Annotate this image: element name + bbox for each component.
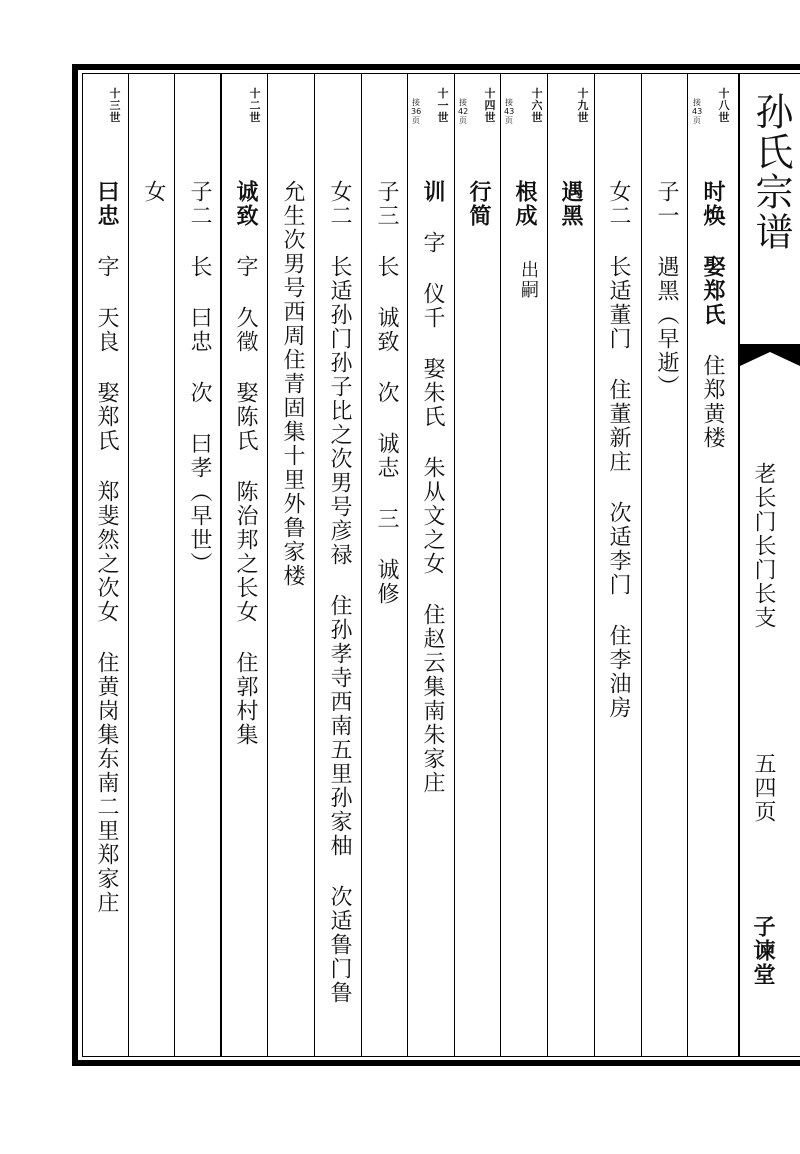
entry-text: 子一 遇黑（早逝） [654, 180, 679, 399]
fishtail-mark [740, 344, 800, 366]
entry-text: 诚致 字 久徵 娶陈氏 陈治邦之长女 住郭村集 [233, 180, 258, 747]
entry-text: 训 字 仪千 娶朱氏 朱从文之女 住赵云集南朱家庄 [420, 180, 445, 795]
generation-label: 十 二 世 [249, 87, 261, 124]
person-name: 曰忠 [94, 180, 119, 228]
column-divider [500, 74, 501, 1056]
entry-text: 子三 长 诚致 次 诚志 三 诚修 [374, 180, 399, 606]
entry-text: 时焕 娶郑氏 住郑黄楼 [700, 180, 725, 450]
person-name: 诚致 [233, 180, 258, 228]
branch-label: 老长门长门长支 [751, 462, 776, 630]
column-divider [594, 74, 595, 1056]
page-reference: 接 42 页 [458, 98, 469, 125]
person-name: 行简 [466, 180, 491, 228]
entry-text [556, 180, 584, 228]
entry-text: 女二 长适孙门孙子比之次男号彦禄 住孙孝寺西南五里孙家柚 次适鲁门鲁 [327, 180, 352, 1005]
person-name: 遇黑 [558, 180, 583, 228]
entry-text [464, 180, 492, 228]
column-divider [267, 74, 268, 1056]
entry-text: 子二 长 曰忠 次 曰孝（早世） [187, 180, 212, 576]
column-divider [174, 74, 175, 1056]
entry-text: 曰忠 字 天良 娶郑氏 郑斐然之次女 住黄岗集东南二里郑家庄 [94, 180, 119, 915]
entry-text: 女 [141, 180, 166, 204]
generation-label: 十 三 世 [109, 87, 121, 124]
column-divider [547, 74, 548, 1056]
column-divider [220, 74, 222, 1056]
column-divider [641, 74, 642, 1056]
column-divider [454, 74, 455, 1056]
page-title: 孙氏宗谱 [749, 92, 793, 252]
page-number: 五四页 [751, 752, 776, 824]
page-reference: 接 36 页 [411, 98, 422, 125]
page-reference: 接 43 页 [692, 98, 703, 125]
column-divider [314, 74, 315, 1056]
person-name: 时焕 [700, 180, 725, 228]
adoption-note: 出嗣 [518, 260, 539, 300]
person-name: 根成 [512, 180, 537, 228]
entry-text [510, 180, 538, 228]
generation-label: 十 四 世 [484, 87, 496, 124]
entry-text: 允生次男号西周住青固集十里外鲁家楼 [280, 180, 305, 588]
column-divider [361, 74, 362, 1056]
hall-name: 子谏堂 [750, 915, 776, 987]
entry-text: 女二 长适董门 住董新庄 次适李门 住李油房 [606, 180, 631, 720]
generation-label: 十 六 世 [531, 87, 543, 124]
generation-label: 十 八 世 [718, 87, 730, 124]
column-divider [128, 74, 129, 1056]
person-name: 训 [420, 180, 445, 204]
column-divider [687, 74, 688, 1056]
page-reference: 接 43 页 [504, 98, 515, 125]
column-divider [738, 74, 740, 1056]
generation-label: 十 一 世 [437, 87, 449, 124]
generation-label: 十 九 世 [577, 87, 589, 124]
column-divider [407, 74, 408, 1056]
